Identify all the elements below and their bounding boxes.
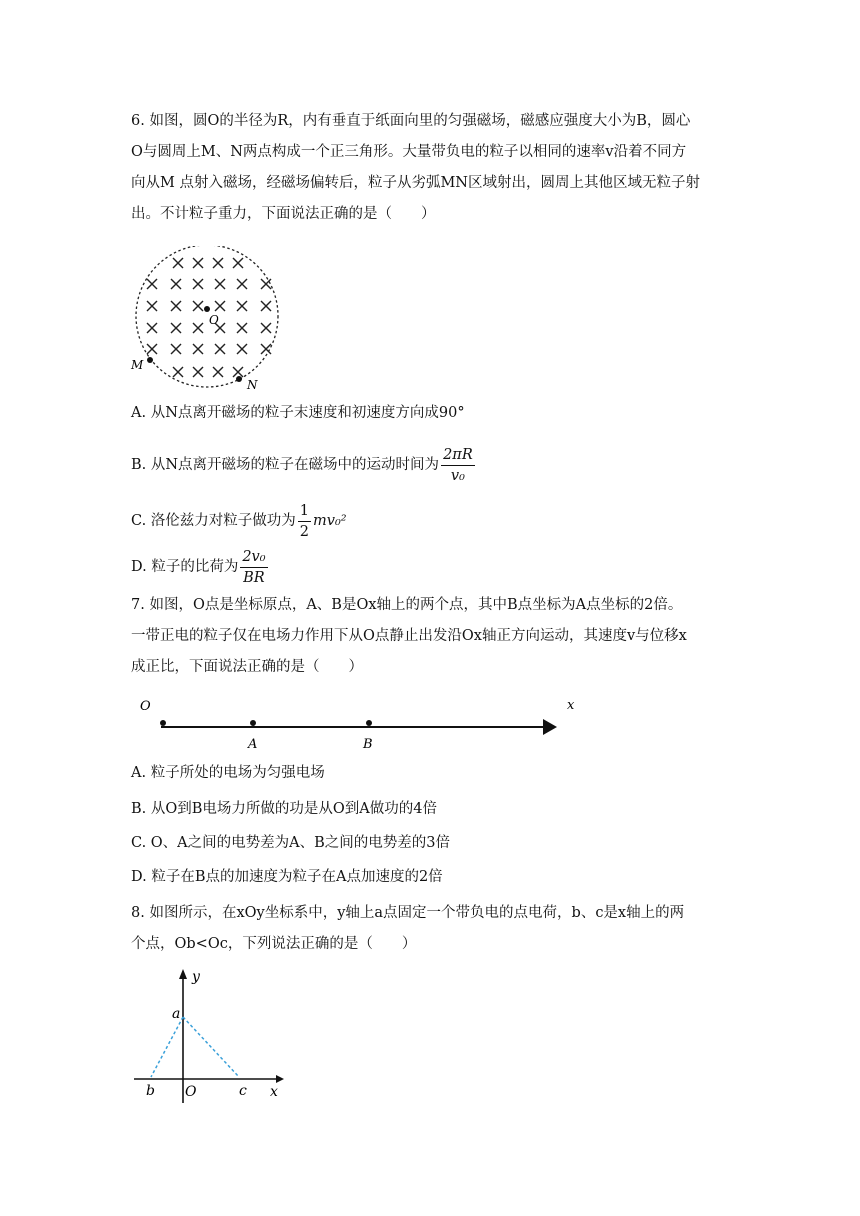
segment-a-b: [151, 1017, 183, 1077]
label-B: B: [363, 737, 373, 752]
q6-option-d: [131, 546, 731, 588]
q7-option-b: B. 从O到B电场力所做的功是从O到A做功的4倍: [131, 801, 437, 817]
label-O: O: [185, 1084, 197, 1100]
q7-figure-x-axis: [135, 696, 585, 752]
label-x: x: [270, 1084, 278, 1100]
q7-stem-line-2: 一带正电的粒子仅在电场力作用下从O点静止出发沿Ox轴正方向运动，其速度v与位移x: [131, 628, 687, 644]
q8-figure-xoy: [130, 965, 290, 1105]
label-M: M: [131, 358, 144, 372]
point-M: [147, 357, 153, 363]
label-A: A: [248, 737, 258, 752]
fraction-one-half: $\frac{1}{2}$: [299, 502, 310, 540]
point-N: [236, 376, 242, 382]
fraction-2piR-over-v0: $\frac{2\pi R}{\text{v₀}}$: [443, 446, 473, 484]
q8-stem-line-1: 8. 如图所示，在xOy坐标系中，y轴上a点固定一个带负电的点电荷，b、c是x轴上的两: [131, 905, 685, 921]
y-axis-arrowhead: [179, 969, 187, 979]
q7-stem-line-3: 成正比，下面说法正确的是（ ）: [131, 659, 363, 675]
q6-stem-line-4: 出。不计粒子重力，下面说法正确的是（ ）: [131, 206, 436, 222]
q6-stem-line-3: 向从M 点射入磁场，经磁场偏转后，粒子从劣弧MN区域射出，圆周上其他区域无粒子射: [131, 175, 700, 191]
q6-stem: [131, 106, 731, 230]
q8-stem-line-2: 个点，Ob<Oc，下列说法正确的是（ ）: [131, 936, 417, 952]
q6-option-a: A. 从N点离开磁场的粒子末速度和初速度方向成90°: [131, 405, 465, 421]
q7-stem-line-1: 7. 如图，O点是坐标原点，A、B是Ox轴上的两个点，其中B点坐标为A点坐标的2倍。: [131, 597, 683, 613]
fraction-2v0-over-BR: $\frac{\text{2v₀}}{BR}$: [242, 548, 266, 586]
q7-option-c: C. O、A之间的电势差为A、B之间的电势差的3倍: [131, 835, 451, 851]
label-a: a: [172, 1006, 181, 1022]
q7-option-d: D. 粒子在B点的加速度为粒子在A点加速度的2倍: [131, 869, 443, 885]
q6-stem-line-1: 6. 如图，圆O的半径为R，内有垂直于纸面向里的匀强磁场，磁感应强度大小为B，圆心: [131, 113, 691, 129]
point-A: [250, 720, 256, 726]
x-axis-arrowhead: [276, 1075, 284, 1083]
label-y: y: [192, 969, 200, 985]
q6-option-c-tail: mv₀²: [313, 513, 347, 529]
field-boundary-circle: [136, 246, 278, 387]
segment-a-c: [183, 1017, 239, 1077]
point-B: [366, 720, 372, 726]
q6-option-c: [131, 500, 731, 542]
label-b: b: [146, 1083, 155, 1099]
q6-stem-line-2: O与圆周上M、N两点构成一个正三角形。大量带负电的粒子以相同的速率v沿着不同方: [131, 144, 687, 160]
center-point-O: [204, 306, 210, 312]
ox-axis-arrowhead: [543, 719, 557, 735]
q6-option-c-text: C. 洛伦兹力对粒子做功为: [131, 513, 296, 529]
q8-stem: [131, 898, 731, 960]
label-N: N: [247, 378, 258, 392]
point-O: [160, 720, 166, 726]
q7-option-a: A. 粒子所处的电场为匀强电场: [131, 765, 325, 781]
q6-option-b: [131, 444, 731, 486]
label-O: O: [140, 699, 151, 714]
q6-option-d-text: D. 粒子的比荷为: [131, 559, 239, 575]
label-O: O: [209, 313, 219, 327]
q7-stem: [131, 590, 731, 683]
label-x: x: [567, 698, 575, 713]
q6-figure-magnetic-field: [128, 246, 288, 396]
q6-option-b-text: B. 从N点离开磁场的粒子在磁场中的运动时间为: [131, 457, 440, 473]
label-c: c: [239, 1083, 247, 1099]
